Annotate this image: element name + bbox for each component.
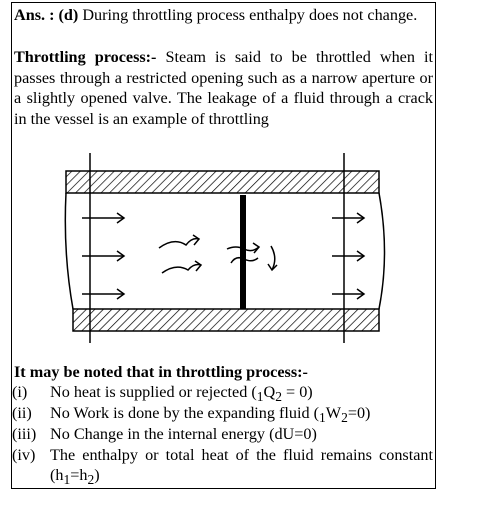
list-text: No Change in the internal energy (dU=0) <box>50 425 317 443</box>
list-number: (i) <box>12 383 28 401</box>
answer-text: During throttling process enthalpy does not change. <box>78 6 418 24</box>
pipe-right-edge <box>379 193 385 309</box>
pipe-bottom-wall <box>73 309 379 331</box>
pipe-top-wall <box>66 171 379 193</box>
list-number: (ii) <box>12 404 32 422</box>
valve-plate <box>240 195 246 309</box>
definition-text: Steam is said to be throttled when it passes through a restricted opening such as a narrow aperture or a slightly opened valve. The leakage of a fluid through a crack in the vessel is an example of throttling <box>14 48 433 128</box>
list-text: No heat is supplied or rejected $(_1Q_2 = 0)$ <box>50 383 313 405</box>
pipe-left-edge <box>65 193 73 309</box>
list-number: (iv) <box>12 446 36 464</box>
answer-paragraph <box>14 5 433 26</box>
list-text: The enthalpy or total heat of the fluid remains constant $(h_1=h_2)$ <box>50 446 433 488</box>
notes-heading: It may be noted that in throttling process:- <box>14 363 308 381</box>
answer-card <box>11 2 436 489</box>
answer-prefix: Ans. : (d) <box>14 6 79 24</box>
list-text: No Work is done by the expanding fluid $(_1W_2=0)$ <box>50 404 371 426</box>
definition-term: Throttling process:- <box>14 48 157 66</box>
throttling-diagram <box>64 153 394 343</box>
list-number: (iii) <box>12 425 37 443</box>
definition-paragraph <box>14 47 433 129</box>
flow-arrows <box>82 213 364 299</box>
